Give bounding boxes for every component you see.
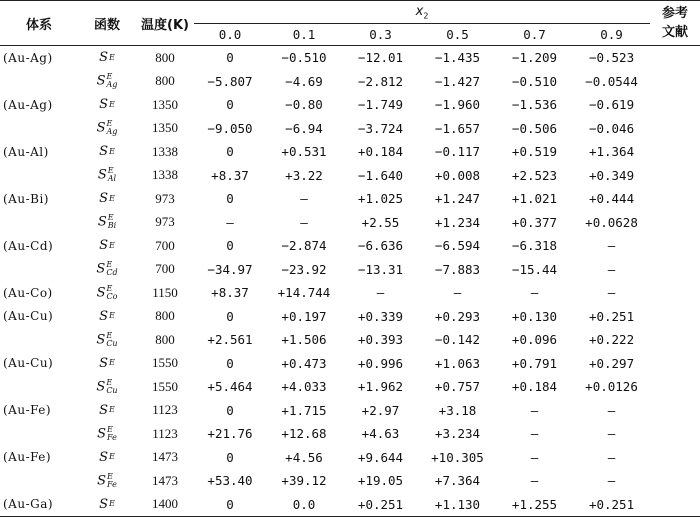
value-cell: — bbox=[607, 238, 616, 254]
value-cell: 0 bbox=[226, 238, 234, 254]
system-cell: (Au-Cd) bbox=[3, 238, 54, 253]
value-cell: +0.0126 bbox=[585, 379, 638, 395]
value-cell: +1.364 bbox=[588, 144, 635, 160]
value-cell: −13.31 bbox=[357, 261, 404, 277]
function-cell bbox=[78, 281, 136, 305]
value-cell: — bbox=[607, 473, 616, 489]
value-cell: −4.69 bbox=[285, 73, 323, 89]
function-superscript: E bbox=[107, 471, 113, 481]
function-cell bbox=[78, 375, 136, 399]
table-row bbox=[0, 70, 700, 94]
value-cell: −1.657 bbox=[434, 120, 481, 136]
value-cell: −2.812 bbox=[357, 73, 404, 89]
value-cell: −9.050 bbox=[207, 120, 253, 136]
value-cell: +0.473 bbox=[281, 355, 327, 371]
function-cell bbox=[78, 328, 136, 352]
value-cell: +0.791 bbox=[511, 355, 558, 371]
table-row bbox=[0, 493, 700, 517]
value-cell: +2.523 bbox=[511, 167, 558, 183]
function-symbol: S bbox=[96, 379, 106, 395]
value-cell: +0.184 bbox=[511, 379, 558, 395]
system-cell bbox=[0, 328, 78, 352]
value-cell: +0.0628 bbox=[585, 214, 638, 230]
value-cell: −1.960 bbox=[434, 97, 481, 113]
table-row bbox=[0, 399, 700, 423]
value-cell: — bbox=[607, 426, 616, 442]
system-cell: (Au-Fe) bbox=[3, 450, 52, 465]
table-row bbox=[0, 140, 700, 164]
value-cell: 0 bbox=[226, 449, 234, 465]
reference-cell bbox=[650, 93, 700, 117]
value-cell: — bbox=[300, 214, 308, 230]
value-cell: −0.117 bbox=[434, 144, 481, 160]
system-cell: (Au-Bi) bbox=[3, 191, 49, 206]
system-cell bbox=[0, 258, 78, 282]
reference-cell bbox=[650, 281, 700, 305]
value-cell: +0.251 bbox=[588, 308, 635, 324]
value-cell: — bbox=[530, 426, 539, 442]
temperature-cell: 973 bbox=[155, 214, 175, 230]
value-cell: −0.523 bbox=[588, 50, 635, 66]
function-cell bbox=[78, 305, 136, 329]
value-cell: +1.234 bbox=[434, 214, 481, 230]
function-symbol: S bbox=[97, 473, 107, 489]
value-cell: −12.01 bbox=[357, 50, 404, 66]
table-row bbox=[0, 234, 700, 258]
function-subscript: Bi bbox=[107, 221, 117, 231]
system-cell bbox=[0, 117, 78, 141]
function-superscript: E bbox=[109, 146, 115, 156]
reference-cell bbox=[650, 117, 700, 141]
temperature-cell: 1550 bbox=[152, 355, 178, 371]
value-cell: −6.594 bbox=[434, 238, 481, 254]
value-cell: 0 bbox=[226, 308, 234, 324]
function-superscript: E bbox=[107, 424, 113, 434]
value-cell: 0 bbox=[226, 402, 234, 418]
value-cell: — bbox=[376, 285, 385, 301]
value-cell: — bbox=[300, 191, 308, 207]
value-cell: +0.339 bbox=[357, 308, 404, 324]
reference-cell bbox=[650, 469, 700, 493]
value-cell: −1.536 bbox=[511, 97, 558, 113]
value-cell: +1.247 bbox=[434, 191, 481, 207]
value-cell: +1.063 bbox=[434, 355, 481, 371]
header-function: 函数 bbox=[78, 1, 136, 46]
system-cell: (Au-Cu) bbox=[3, 309, 54, 324]
value-cell: +1.025 bbox=[357, 191, 404, 207]
reference-cell bbox=[650, 258, 700, 282]
function-subscript: Cd bbox=[106, 268, 118, 278]
system-cell bbox=[0, 375, 78, 399]
value-cell: +3.18 bbox=[438, 402, 477, 418]
function-superscript: E bbox=[106, 330, 113, 340]
header-temperature: 温度(K) bbox=[136, 1, 194, 46]
value-cell: +0.222 bbox=[588, 332, 635, 348]
value-cell: +1.130 bbox=[419, 493, 496, 517]
function-superscript: E bbox=[106, 283, 113, 293]
function-subscript: Ag bbox=[106, 127, 118, 137]
function-symbol: S bbox=[99, 191, 109, 207]
system-cell: (Au-Ga) bbox=[0, 493, 78, 517]
system-cell: (Au-Ag) bbox=[3, 50, 53, 65]
value-cell: −0.046 bbox=[588, 120, 635, 136]
function-superscript: E bbox=[109, 99, 115, 109]
temperature-cell: 800 bbox=[155, 49, 175, 65]
function-cell bbox=[78, 140, 136, 164]
x-value: 0.3 bbox=[342, 24, 419, 46]
value-cell: +0.096 bbox=[511, 332, 558, 348]
value-cell: +0.251 bbox=[342, 493, 419, 517]
temperature-cell: 1338 bbox=[152, 143, 178, 159]
value-cell: — bbox=[530, 402, 539, 418]
function-cell bbox=[78, 399, 136, 423]
system-cell: (Au-Al) bbox=[3, 144, 49, 159]
value-cell: +1.255 bbox=[496, 493, 573, 517]
value-cell: 0 bbox=[226, 355, 234, 371]
function-superscript: E bbox=[109, 358, 115, 368]
function-superscript: E bbox=[107, 166, 114, 176]
x-value: 0.9 bbox=[573, 24, 650, 46]
function-superscript: E bbox=[106, 260, 113, 270]
reference-cell bbox=[650, 446, 700, 470]
value-cell: +19.05 bbox=[357, 473, 404, 489]
value-cell: −0.619 bbox=[588, 97, 635, 113]
system-cell bbox=[0, 469, 78, 493]
value-cell: +2.55 bbox=[361, 214, 400, 230]
function-subscript: Co bbox=[106, 291, 118, 301]
value-cell: +0.757 bbox=[434, 379, 481, 395]
function-symbol: S bbox=[96, 285, 106, 301]
reference-cell bbox=[650, 140, 700, 164]
value-cell: — bbox=[607, 402, 616, 418]
temperature-cell: 1123 bbox=[152, 425, 178, 441]
system-cell bbox=[0, 211, 78, 235]
function-subscript: Fe bbox=[107, 479, 117, 489]
x2-symbol: x bbox=[415, 3, 424, 19]
value-cell: — bbox=[607, 285, 616, 301]
value-cell: — bbox=[607, 449, 616, 465]
value-cell: −0.142 bbox=[434, 332, 481, 348]
system-cell: (Au-Cu) bbox=[3, 356, 54, 371]
function-superscript: E bbox=[106, 72, 113, 82]
value-cell: +0.996 bbox=[357, 355, 404, 371]
table-row bbox=[0, 164, 700, 188]
value-cell: 0 bbox=[226, 144, 234, 160]
value-cell: −2.874 bbox=[281, 238, 327, 254]
function-cell bbox=[78, 258, 136, 282]
value-cell: +1.506 bbox=[281, 332, 327, 348]
function-subscript: Fe bbox=[107, 432, 117, 442]
value-cell: 0 bbox=[226, 191, 234, 207]
value-cell: +0.519 bbox=[511, 144, 558, 160]
value-cell: +0.377 bbox=[511, 214, 558, 230]
function-symbol: S bbox=[97, 167, 107, 183]
system-cell bbox=[0, 164, 78, 188]
value-cell: — bbox=[226, 214, 234, 230]
function-subscript: Cu bbox=[106, 385, 118, 395]
table-row bbox=[0, 117, 700, 141]
reference-cell bbox=[650, 46, 700, 70]
value-cell: 0 bbox=[226, 97, 234, 113]
temperature-cell: 800 bbox=[155, 308, 175, 324]
value-cell: +4.033 bbox=[281, 379, 327, 395]
value-cell: +8.37 bbox=[211, 167, 249, 183]
function-symbol: S bbox=[99, 97, 109, 113]
function-superscript: E bbox=[107, 213, 114, 223]
value-cell: −34.97 bbox=[207, 261, 253, 277]
reference-cell bbox=[650, 328, 700, 352]
temperature-cell: 1550 bbox=[152, 378, 178, 394]
function-symbol: S bbox=[99, 144, 109, 160]
value-cell: +2.561 bbox=[207, 332, 253, 348]
temperature-cell: 1473 bbox=[152, 472, 178, 488]
value-cell: −1.749 bbox=[357, 97, 404, 113]
temperature-cell: 1350 bbox=[152, 96, 178, 112]
system-cell: (Au-Ag) bbox=[3, 97, 53, 112]
value-cell: +10.305 bbox=[431, 449, 484, 465]
value-cell: −6.94 bbox=[285, 120, 323, 136]
table-row bbox=[0, 211, 700, 235]
function-cell bbox=[78, 422, 136, 446]
value-cell: −6.636 bbox=[357, 238, 404, 254]
value-cell: 0.0 bbox=[266, 493, 342, 517]
function-superscript: E bbox=[109, 311, 115, 321]
function-superscript: E bbox=[109, 193, 115, 203]
function-symbol: S bbox=[99, 238, 109, 254]
function-symbol: S bbox=[99, 402, 109, 418]
value-cell: +4.56 bbox=[285, 449, 323, 465]
function-superscript: E bbox=[106, 377, 113, 387]
value-cell: +39.12 bbox=[281, 473, 327, 489]
function-symbol: S bbox=[99, 308, 109, 324]
function-cell bbox=[78, 352, 136, 376]
value-cell: +0.184 bbox=[357, 144, 404, 160]
value-cell: — bbox=[530, 473, 539, 489]
reference-cell bbox=[650, 164, 700, 188]
table-row bbox=[0, 305, 700, 329]
table-row bbox=[0, 352, 700, 376]
temperature-cell: 1338 bbox=[152, 167, 178, 183]
function-symbol: S bbox=[96, 261, 106, 277]
function-superscript: E bbox=[109, 240, 115, 250]
header-system: 体系 bbox=[0, 1, 78, 46]
x-value: 0.1 bbox=[266, 24, 342, 46]
system-cell: (Au-Co) bbox=[3, 285, 53, 300]
function-cell bbox=[78, 469, 136, 493]
value-cell: +14.744 bbox=[277, 285, 331, 301]
value-cell: +1.021 bbox=[511, 191, 558, 207]
function-superscript: E bbox=[106, 119, 113, 129]
temperature-cell: 1150 bbox=[152, 284, 178, 300]
value-cell: +0.130 bbox=[511, 308, 558, 324]
x-value: 0.5 bbox=[419, 24, 496, 46]
value-cell: +7.364 bbox=[434, 473, 481, 489]
function-symbol: S bbox=[96, 73, 106, 89]
table-row bbox=[0, 422, 700, 446]
header-reference-line1: 参考 bbox=[662, 6, 689, 21]
function-cell bbox=[78, 70, 136, 94]
reference-cell bbox=[650, 399, 700, 423]
function-superscript: E bbox=[109, 52, 115, 62]
value-cell: −5.807 bbox=[207, 73, 253, 89]
value-cell: +0.008 bbox=[434, 167, 481, 183]
value-cell: — bbox=[453, 285, 462, 301]
value-cell: −7.883 bbox=[434, 261, 481, 277]
temperature-cell: 1400 bbox=[136, 493, 194, 517]
value-cell: −1.427 bbox=[434, 73, 481, 89]
value-cell: −1.435 bbox=[434, 50, 481, 66]
temperature-cell: 800 bbox=[155, 331, 175, 347]
value-cell: −23.92 bbox=[281, 261, 327, 277]
function-cell bbox=[78, 93, 136, 117]
x2-subscript: 2 bbox=[423, 11, 429, 21]
function-subscript: Ag bbox=[106, 80, 118, 90]
reference-cell bbox=[650, 234, 700, 258]
value-cell: −0.510 bbox=[281, 50, 327, 66]
value-cell: −0.510 bbox=[511, 73, 558, 89]
value-cell: 0 bbox=[226, 50, 234, 66]
value-cell: +53.40 bbox=[207, 473, 253, 489]
function-cell bbox=[78, 117, 136, 141]
table-row bbox=[0, 281, 700, 305]
temperature-cell: 700 bbox=[155, 237, 175, 253]
value-cell: +1.962 bbox=[357, 379, 404, 395]
value-cell: — bbox=[530, 449, 539, 465]
function-symbol: S bbox=[97, 426, 107, 442]
value-cell: +4.63 bbox=[361, 426, 400, 442]
function-symbol: S bbox=[96, 120, 106, 136]
reference-cell bbox=[650, 422, 700, 446]
function-superscript: E bbox=[109, 499, 115, 509]
temperature-cell: 973 bbox=[155, 190, 175, 206]
function-cell bbox=[78, 446, 136, 470]
value-cell: +5.464 bbox=[207, 379, 253, 395]
value-cell: −1.640 bbox=[357, 167, 404, 183]
reference-cell bbox=[650, 70, 700, 94]
function-cell bbox=[78, 164, 136, 188]
value-cell: −1.209 bbox=[511, 50, 558, 66]
temperature-cell: 1123 bbox=[152, 402, 178, 418]
reference-cell bbox=[650, 211, 700, 235]
reference-cell bbox=[650, 187, 700, 211]
function-subscript: Al bbox=[107, 174, 117, 184]
value-cell: +1.715 bbox=[281, 402, 327, 418]
value-cell: −0.506 bbox=[511, 120, 558, 136]
table-row bbox=[0, 375, 700, 399]
table-row bbox=[0, 446, 700, 470]
value-cell: −15.44 bbox=[511, 261, 558, 277]
reference-cell bbox=[650, 493, 700, 517]
value-cell: +8.37 bbox=[211, 285, 249, 301]
function-symbol: S bbox=[99, 449, 109, 465]
reference-cell bbox=[650, 352, 700, 376]
value-cell: +3.22 bbox=[285, 167, 323, 183]
table-row bbox=[0, 187, 700, 211]
value-cell: +9.644 bbox=[357, 449, 404, 465]
temperature-cell: 1473 bbox=[152, 449, 178, 465]
x-value: 0.7 bbox=[496, 24, 573, 46]
header-x2 bbox=[194, 1, 650, 24]
function-subscript: Cu bbox=[106, 338, 118, 348]
function-symbol: S bbox=[99, 355, 109, 371]
value-cell: +0.393 bbox=[357, 332, 404, 348]
function-cell bbox=[78, 187, 136, 211]
value-cell: −0.0544 bbox=[585, 73, 638, 89]
table-row bbox=[0, 328, 700, 352]
value-cell: 0 bbox=[194, 493, 266, 517]
value-cell: +0.297 bbox=[588, 355, 635, 371]
system-cell bbox=[0, 422, 78, 446]
function-superscript: E bbox=[109, 405, 115, 415]
function-superscript: E bbox=[109, 452, 115, 462]
function-symbol: S bbox=[99, 50, 109, 66]
value-cell: +12.68 bbox=[281, 426, 327, 442]
value-cell: +3.234 bbox=[434, 426, 481, 442]
header-reference bbox=[650, 1, 700, 46]
value-cell: −0.80 bbox=[285, 97, 323, 113]
value-cell: −3.724 bbox=[357, 120, 404, 136]
system-cell: (Au-Fe) bbox=[3, 403, 52, 418]
value-cell: — bbox=[530, 285, 539, 301]
value-cell: +0.444 bbox=[588, 191, 635, 207]
x-value: 0.0 bbox=[194, 24, 266, 46]
function-symbol: S bbox=[96, 332, 106, 348]
system-cell bbox=[0, 70, 78, 94]
value-cell: +21.76 bbox=[207, 426, 253, 442]
value-cell: +0.349 bbox=[588, 167, 635, 183]
header-reference-line2: 文献 bbox=[662, 25, 689, 40]
table-body bbox=[0, 46, 700, 517]
temperature-cell: 1350 bbox=[152, 120, 178, 136]
table-row bbox=[0, 93, 700, 117]
reference-cell bbox=[650, 305, 700, 329]
temperature-cell: 800 bbox=[155, 73, 175, 89]
function-symbol: S bbox=[97, 214, 107, 230]
table-row bbox=[0, 46, 700, 70]
value-cell: −6.318 bbox=[511, 238, 558, 254]
value-cell: +0.293 bbox=[434, 308, 481, 324]
table-row bbox=[0, 469, 700, 493]
reference-cell bbox=[650, 375, 700, 399]
value-cell: +2.97 bbox=[361, 402, 400, 418]
value-cell: +0.197 bbox=[281, 308, 327, 324]
value-cell: +0.531 bbox=[281, 144, 327, 160]
function-cell bbox=[78, 46, 136, 70]
temperature-cell: 700 bbox=[155, 261, 175, 277]
function-cell bbox=[78, 234, 136, 258]
function-symbol: S bbox=[99, 496, 109, 512]
value-cell: +0.251 bbox=[573, 493, 650, 517]
value-cell: — bbox=[607, 261, 616, 277]
table-row bbox=[0, 258, 700, 282]
function-cell bbox=[78, 493, 136, 517]
function-cell bbox=[78, 211, 136, 235]
